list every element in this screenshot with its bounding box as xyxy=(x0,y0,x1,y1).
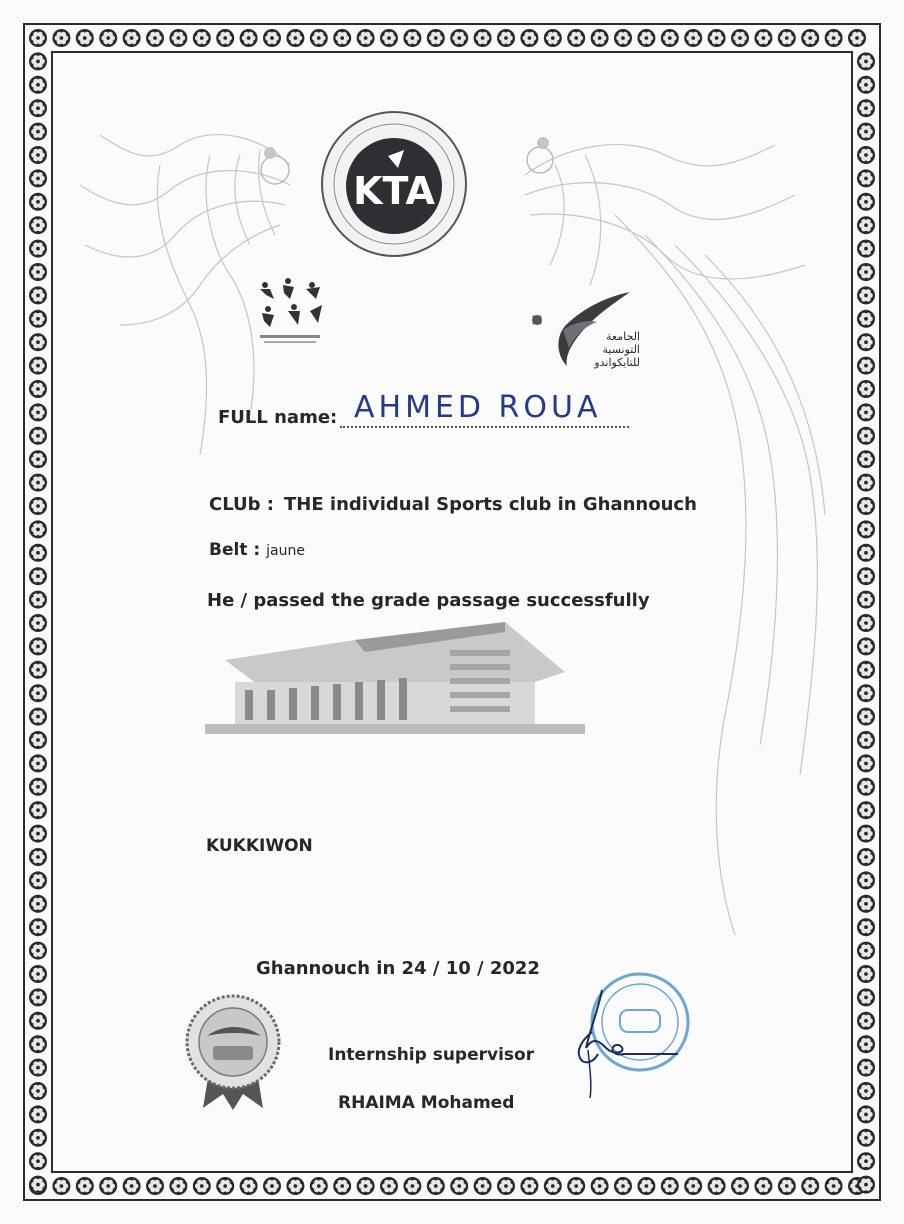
border-flower xyxy=(310,1177,328,1195)
border-flower xyxy=(29,286,47,304)
border-flower xyxy=(333,29,351,47)
border-flower xyxy=(801,29,819,47)
issuer-name: KUKKIWON xyxy=(206,836,313,856)
border-flower xyxy=(857,1012,875,1030)
border-flower xyxy=(123,29,141,47)
border-flower xyxy=(146,29,164,47)
border-flower xyxy=(684,1177,702,1195)
border-flower xyxy=(29,567,47,585)
full-name-value: AHMED ROUA xyxy=(340,390,629,428)
border-flower xyxy=(567,29,585,47)
belt-value: jaune xyxy=(266,543,305,559)
border-flower xyxy=(29,216,47,234)
border-flower xyxy=(857,614,875,632)
border-flower xyxy=(123,1177,141,1195)
border-flower xyxy=(99,29,117,47)
border-flower xyxy=(857,848,875,866)
border-flower xyxy=(427,29,445,47)
border-flower xyxy=(857,52,875,70)
kta-logo xyxy=(318,108,470,260)
border-flower xyxy=(857,240,875,258)
border-flower xyxy=(857,825,875,843)
border-flower xyxy=(520,1177,538,1195)
border-flower xyxy=(29,520,47,538)
border-flower xyxy=(684,29,702,47)
border-flower xyxy=(857,427,875,445)
border-flower xyxy=(29,240,47,258)
border-flower xyxy=(857,778,875,796)
border-flower xyxy=(450,1177,468,1195)
border-flower xyxy=(857,988,875,1006)
border-flower xyxy=(857,450,875,468)
border-flower xyxy=(29,450,47,468)
border-flower xyxy=(857,357,875,375)
border-flower xyxy=(857,403,875,421)
border-flower xyxy=(754,1177,772,1195)
official-stamp-with-signature xyxy=(568,970,698,1100)
border-flower xyxy=(778,1177,796,1195)
border-flower xyxy=(825,29,843,47)
border-flower xyxy=(99,1177,117,1195)
border-flower xyxy=(29,731,47,749)
club-label: CLUb : xyxy=(209,494,275,515)
border-flower xyxy=(857,263,875,281)
border-flower xyxy=(497,1177,515,1195)
border-flower xyxy=(29,99,47,117)
border-flower xyxy=(29,497,47,515)
right-phoenix-decoration xyxy=(495,95,840,945)
border-flower xyxy=(857,544,875,562)
border-flower xyxy=(29,1176,47,1194)
border-flower xyxy=(29,544,47,562)
border-flower xyxy=(29,684,47,702)
border-flower xyxy=(240,29,258,47)
border-flower xyxy=(857,731,875,749)
border-flower xyxy=(857,754,875,772)
border-flower xyxy=(857,567,875,585)
border-flower xyxy=(857,708,875,726)
border-flower xyxy=(29,333,47,351)
border-flower xyxy=(263,1177,281,1195)
border-flower xyxy=(29,169,47,187)
border-flower xyxy=(857,380,875,398)
border-flower xyxy=(801,1177,819,1195)
border-flower xyxy=(857,871,875,889)
border-flower xyxy=(591,29,609,47)
border-flower xyxy=(591,1177,609,1195)
border-flower xyxy=(857,591,875,609)
sports-pictogram-logo xyxy=(250,275,330,350)
border-flower xyxy=(193,29,211,47)
border-flower xyxy=(29,778,47,796)
border-flower xyxy=(857,1105,875,1123)
border-flower xyxy=(29,193,47,211)
border-flower xyxy=(29,263,47,281)
border-flower xyxy=(731,29,749,47)
border-flower xyxy=(857,193,875,211)
border-flower xyxy=(29,310,47,328)
border-flower xyxy=(29,1105,47,1123)
border-flower xyxy=(146,1177,164,1195)
border-flower xyxy=(76,1177,94,1195)
border-flower xyxy=(29,146,47,164)
border-flower xyxy=(286,29,304,47)
border-flower xyxy=(474,29,492,47)
border-flower xyxy=(857,661,875,679)
border-flower xyxy=(754,29,772,47)
border-flower xyxy=(450,29,468,47)
federation-arabic-line: للتايكواندو xyxy=(594,356,640,369)
border-flower xyxy=(29,357,47,375)
border-flower xyxy=(857,1059,875,1077)
border-flower xyxy=(857,333,875,351)
full-name-label: FULL name: xyxy=(218,407,338,428)
place-and-date: Ghannouch in 24 / 10 / 2022 xyxy=(256,958,540,979)
border-flower xyxy=(29,591,47,609)
border-flower xyxy=(857,942,875,960)
belt-label: Belt : xyxy=(209,540,261,560)
border-flower xyxy=(29,1059,47,1077)
border-flower xyxy=(29,801,47,819)
border-flower xyxy=(857,684,875,702)
border-flower xyxy=(614,1177,632,1195)
border-flower xyxy=(240,1177,258,1195)
border-flower xyxy=(76,29,94,47)
border-flower xyxy=(29,661,47,679)
border-flower xyxy=(169,29,187,47)
border-flower xyxy=(29,708,47,726)
kukkiwon-building-image xyxy=(205,612,585,742)
border-flower xyxy=(857,520,875,538)
border-flower xyxy=(403,1177,421,1195)
border-flower xyxy=(857,286,875,304)
border-flower xyxy=(29,942,47,960)
border-flower xyxy=(29,29,47,47)
border-flower xyxy=(29,754,47,772)
border-flower xyxy=(857,474,875,492)
border-flower xyxy=(731,1177,749,1195)
border-flower xyxy=(544,1177,562,1195)
border-flower xyxy=(286,1177,304,1195)
border-flower xyxy=(857,216,875,234)
border-flower xyxy=(29,1082,47,1100)
border-flower xyxy=(216,1177,234,1195)
border-flower xyxy=(193,1177,211,1195)
border-flower xyxy=(857,801,875,819)
border-flower xyxy=(637,29,655,47)
border-flower xyxy=(567,1177,585,1195)
border-flower xyxy=(29,614,47,632)
border-flower xyxy=(29,380,47,398)
border-flower xyxy=(857,965,875,983)
federation-arabic-name xyxy=(560,330,640,369)
supervisor-title: Internship supervisor xyxy=(328,1045,535,1065)
border-flower xyxy=(778,29,796,47)
border-flower xyxy=(661,29,679,47)
border-flower xyxy=(857,918,875,936)
border-flower xyxy=(661,1177,679,1195)
kta-logo-text: KTA xyxy=(353,169,435,213)
border-flower xyxy=(857,76,875,94)
border-flower xyxy=(857,310,875,328)
club-line xyxy=(209,494,697,515)
border-flower xyxy=(380,1177,398,1195)
border-flower xyxy=(857,497,875,515)
border-flower xyxy=(29,427,47,445)
border-flower xyxy=(29,895,47,913)
border-flower xyxy=(29,403,47,421)
border-flower xyxy=(857,1129,875,1147)
border-flower xyxy=(29,871,47,889)
border-flower xyxy=(857,146,875,164)
border-flower xyxy=(857,895,875,913)
kukkiwon-seal xyxy=(183,990,283,1110)
belt-line xyxy=(209,540,305,560)
border-flower xyxy=(857,637,875,655)
border-flower xyxy=(29,1152,47,1170)
border-flower xyxy=(216,29,234,47)
border-flower xyxy=(29,965,47,983)
federation-arabic-line: الجامعة xyxy=(606,330,640,343)
border-flower xyxy=(29,474,47,492)
border-flower xyxy=(29,637,47,655)
border-flower xyxy=(848,29,866,47)
border-flower xyxy=(708,1177,726,1195)
border-flower xyxy=(857,99,875,117)
border-flower xyxy=(29,1129,47,1147)
border-flower xyxy=(637,1177,655,1195)
border-flower xyxy=(857,123,875,141)
border-flower xyxy=(474,1177,492,1195)
border-flower xyxy=(497,29,515,47)
border-flower xyxy=(29,825,47,843)
border-flower xyxy=(29,52,47,70)
federation-arabic-line: التونسية xyxy=(602,343,640,356)
border-flower xyxy=(52,29,70,47)
club-value: THE individual Sports club in Ghannouch xyxy=(284,494,697,515)
border-flower xyxy=(520,29,538,47)
border-flower xyxy=(357,1177,375,1195)
border-flower xyxy=(403,29,421,47)
border-flower xyxy=(263,29,281,47)
border-flower xyxy=(857,169,875,187)
result-statement: He / passed the grade passage successfully xyxy=(207,590,650,611)
border-flower xyxy=(310,29,328,47)
border-flower xyxy=(708,29,726,47)
border-flower xyxy=(333,1177,351,1195)
border-flower xyxy=(357,29,375,47)
border-flower xyxy=(29,1012,47,1030)
border-flower xyxy=(614,29,632,47)
border-flower xyxy=(169,1177,187,1195)
border-flower xyxy=(427,1177,445,1195)
border-flower xyxy=(544,29,562,47)
border-flower xyxy=(857,1176,875,1194)
border-flower xyxy=(29,1035,47,1053)
border-flower xyxy=(825,1177,843,1195)
border-flower xyxy=(29,988,47,1006)
border-flower xyxy=(29,848,47,866)
border-flower xyxy=(29,123,47,141)
border-flower xyxy=(857,1152,875,1170)
border-flower xyxy=(380,29,398,47)
border-flower xyxy=(857,1082,875,1100)
border-flower xyxy=(52,1177,70,1195)
border-flower xyxy=(857,1035,875,1053)
border-flower xyxy=(29,918,47,936)
supervisor-name: RHAIMA Mohamed xyxy=(338,1093,515,1113)
border-flower xyxy=(29,76,47,94)
